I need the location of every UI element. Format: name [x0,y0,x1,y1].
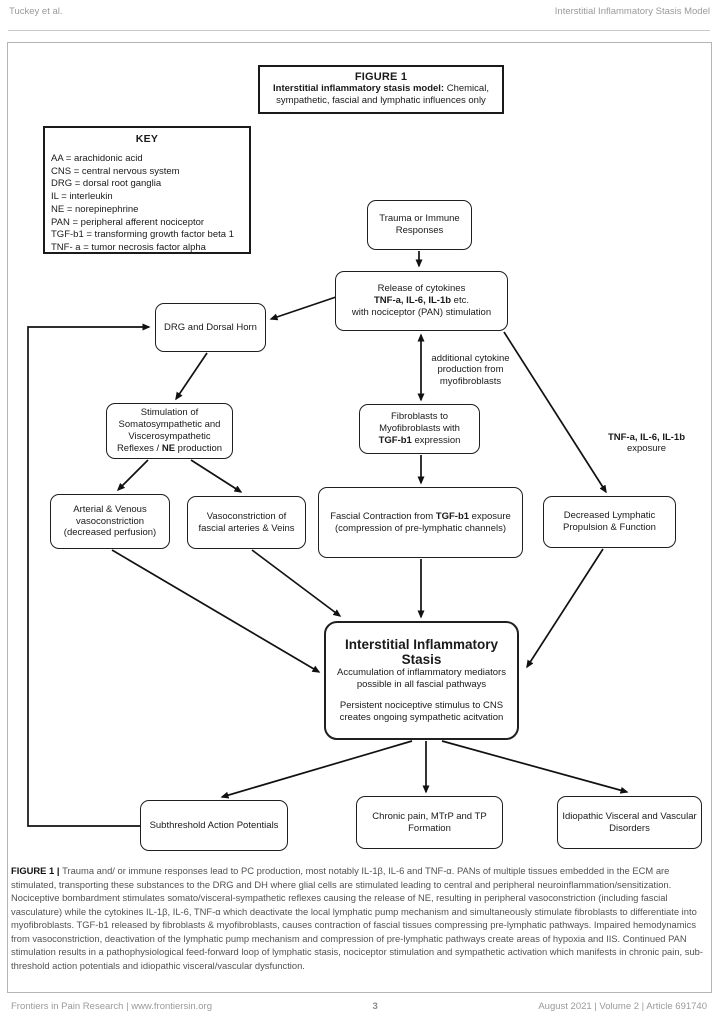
header-divider [8,30,710,31]
node-drg-dorsal-horn: DRG and Dorsal Horn [155,303,266,352]
figure-title-heading: FIGURE 1 [354,71,408,83]
label-additional-cytokine: additional cytokine production from myofibroblasts [431,353,510,387]
figure-title-line: Interstitial inflammatory stasis model: Chemical, [273,83,489,94]
node-trauma-or-immune: Trauma or Immune Responses [367,200,472,250]
key-item: PAN = peripheral afferent nociceptor [51,216,205,228]
key-item: TNF- a = tumor necrosis factor alpha [51,242,206,254]
figure-title-line: sympathetic, fascial and lymphatic influences only [276,94,486,106]
key-item: NE = norepinephrine [51,203,139,215]
figure-caption-lead: FIGURE 1 [11,865,55,876]
node-arterial-venous-vasoconstriction: Arterial & Venous vasoconstriction (decreased perfusion) [50,494,170,549]
node-release-of-cytokines: Release of cytokines TNF-a, IL-6, IL-1b etc. with nociceptor (PAN) stimulation [335,271,508,331]
key-item: CNS = central nervous system [51,165,180,177]
key-item: TGF-b1 = transforming growth factor beta 1 [51,229,234,241]
key-item: AA = arachidonic acid [51,153,143,164]
key-title: KEY [135,133,159,145]
footer-journal: Frontiers in Pain Research | www.frontiersin.org [11,1001,212,1012]
key-item: IL = interleukin [51,191,113,203]
footer-issue: August 2021 | Volume 2 | Article 691740 [538,1001,707,1012]
node-subthreshold-action-potentials: Subthreshold Action Potentials [140,800,288,851]
node-stimulation-reflexes: Stimulation of Somatosympathetic and Viscerosympathetic Reflexes / NE production [106,403,233,459]
figure-title-box [258,65,504,114]
node-vasoconstriction-fascial: Vasoconstriction of fascial arteries & Veins [187,496,306,549]
node-interstitial-inflammatory-stasis: Interstitial Inflammatory Stasis Accumulation of inflammatory mediators possible in all fascial pathways Persistent nociceptive stimulus to CNS creates ongoing sympathetic acitvation [324,621,519,740]
key-box [43,126,251,254]
figure-caption-text: Trauma and/ or immune responses lead to PC production, most notably IL-1β, IL-6 and TNF-α. PANs of multiple tissues embedded in the ECM are stimulated, transporting these substances to the DRG and DH where glial cells are stimulated leading to central and peripheral neuroinflammation/sensitization. Nociceptive bombardment stimulates somato/visceral-sympathetic reflexes causing the release of NE, resulting in peripheral vasoconstriction (including fascial vasculature) while the cytokines IL-1β, IL-6, TNF-α which deactivate the local lymphatic pump mechanism and simultaneously stimulate fibroblasts to differentiate into myofibroblasts. TGF-b1 released by fibroblasts & myofibroblasts, causes contraction of fascial tissues compressing pre-lymphatic pathways. Impaired hemodynamics from vasoconstriction, deactivation of the lymphatic pump mechanism and compression of pre-lymphatic pathways create areas of hypoxia and IIS. Continued PAN stimulation results in a pathophysiological feed-forward loop of lymphatic stasis, nociceptor stimulation and sympathetic activation which manifests in chronic pain, sub-threshold action potentials and idiopathic visceral/vascular dysfunction. [11,865,704,971]
running-author: Tuckey et al. [9,6,63,17]
page-header [9,6,710,17]
page-footer [11,1001,707,1012]
footer-page-number: 3 [372,1001,378,1012]
node-chronic-pain: Chronic pain, MTrP and TP Formation [356,796,503,849]
node-idiopathic-disorders: Idiopathic Visceral and Vascular Disorders [557,796,702,849]
running-title: Interstitial Inflammatory Stasis Model [554,6,710,17]
node-fibroblasts-myofibroblasts: Fibroblasts to Myofibroblasts with TGF-b1 expression [359,404,480,454]
key-item: DRG = dorsal root ganglia [51,178,162,190]
label-cytokine-exposure: TNF-a, IL-6, IL-1b exposure [607,432,686,455]
node-decreased-lymphatic: Decreased Lymphatic Propulsion & Function [543,496,676,548]
node-fascial-contraction: Fascial Contraction from TGF-b1 exposure (compression of pre-lymphatic channels) [318,487,523,558]
figure-caption: FIGURE 1 | Trauma and/ or immune responses lead to PC production, most notably IL-1β, IL-6 and TNF-α. PANs of multiple tissues embedded in the ECM are stimulated, transporting these substances to the DRG and DH where glial cells are stimulated leading to central and peripheral neuroinflammation/sensitization. Nociceptive bombardment stimulates somato/visceral-sympathetic reflexes causing the release of NE, resulting in peripheral vasoconstriction (including fascial vasculature) while the cytokines IL-1β, IL-6, TNF-α which deactivate the local lymphatic pump mechanism and simultaneously stimulate fibroblasts to differentiate into myofibroblasts. TGF-b1 released by fibroblasts & myofibroblasts, causes contraction of fascial tissues compressing pre-lymphatic pathways. Impaired hemodynamics from vasoconstriction, deactivation of the lymphatic pump mechanism and compression of pre-lymphatic pathways create areas of hypoxia and IIS. Continued PAN stimulation results in a pathophysiological feed-forward loop of lymphatic stasis, nociceptor stimulation and sympathetic activation which manifests in chronic pain, sub-threshold action potentials and idiopathic visceral/vascular dysfunction. [11,865,704,971]
